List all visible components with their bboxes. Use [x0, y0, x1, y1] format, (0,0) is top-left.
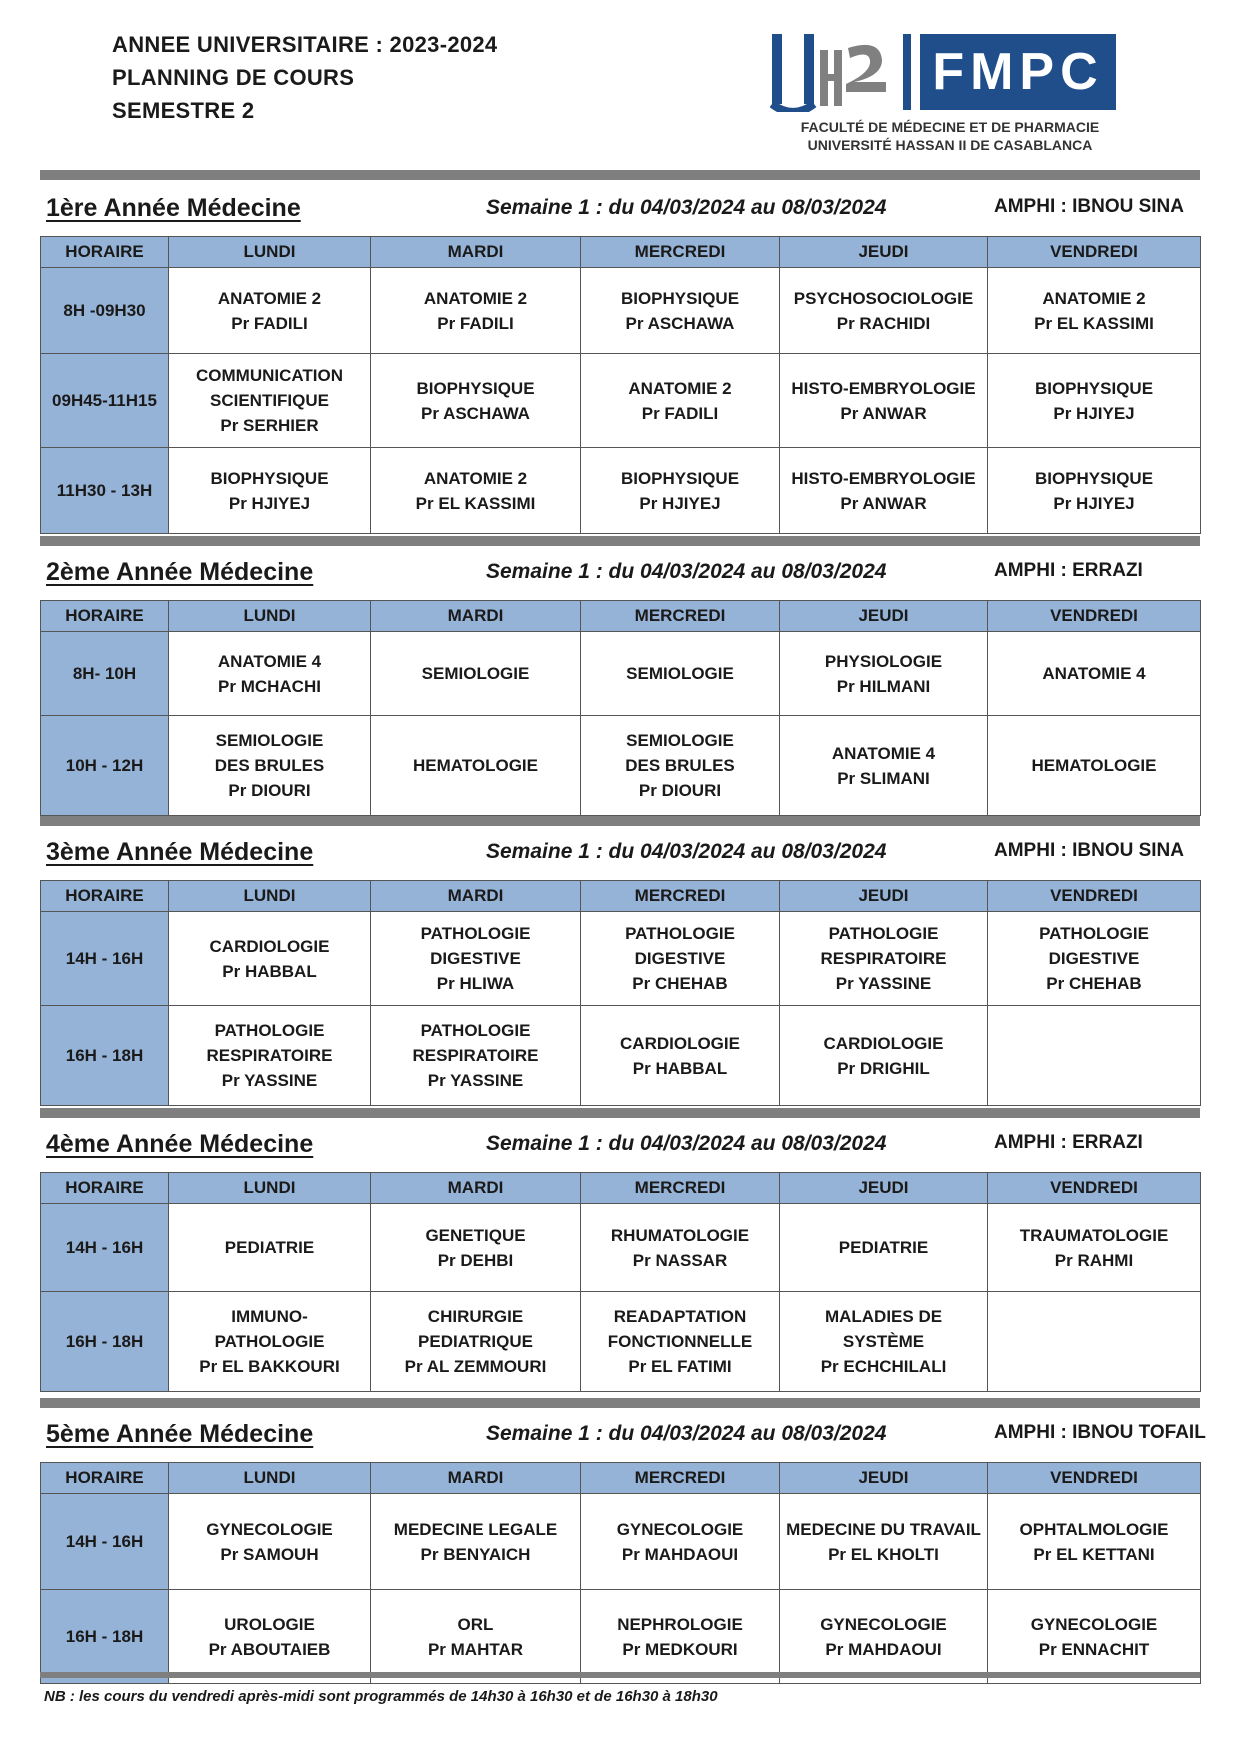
section-header: [44, 838, 1194, 872]
course-cell: HEMATOLOGIE: [371, 716, 581, 816]
course-cell: SEMIOLOGIE DES BRULES Pr DIOURI: [169, 716, 371, 816]
column-header: MERCREDI: [581, 1173, 780, 1204]
course-cell: [988, 1006, 1201, 1106]
time-slot: 8H -09H30: [41, 268, 169, 354]
section-header: [44, 194, 1194, 228]
schedule-table: [40, 1172, 1201, 1392]
course-cell: TRAUMATOLOGIE Pr RAHMI: [988, 1204, 1201, 1292]
course-cell: HISTO-EMBRYOLOGIE Pr ANWAR: [780, 448, 988, 534]
column-header: LUNDI: [169, 1463, 371, 1494]
section-title: 4ème Année Médecine: [46, 1130, 314, 1158]
time-slot: 14H - 16H: [41, 912, 169, 1006]
course-cell: SEMIOLOGIE: [581, 632, 780, 716]
column-header: MARDI: [371, 1463, 581, 1494]
amphitheater: AMPHI : ERRAZI: [994, 1132, 1143, 1153]
week-range: Semaine 1 : du 04/03/2024 au 08/03/2024: [486, 840, 887, 863]
logo-brand: FMPC: [920, 34, 1116, 110]
university-name: UNIVERSITÉ HASSAN II DE CASABLANCA: [807, 137, 1093, 153]
course-cell: READAPTATION FONCTIONNELLE Pr EL FATIMI: [581, 1292, 780, 1392]
course-cell: ANATOMIE 2 Pr FADILI: [581, 354, 780, 448]
column-header: MARDI: [371, 881, 581, 912]
semester-label: SEMESTRE 2: [112, 98, 255, 123]
column-header: VENDREDI: [988, 1173, 1201, 1204]
course-cell: CARDIOLOGIE Pr HABBAL: [169, 912, 371, 1006]
footnote: NB : les cours du vendredi après-midi sont programmés de 14h30 à 16h30 et de 16h30 à 18h30: [44, 1688, 718, 1705]
table-row: [41, 448, 1201, 534]
logo-caption: [770, 118, 1130, 154]
column-header: VENDREDI: [988, 601, 1201, 632]
column-header: MERCREDI: [581, 1463, 780, 1494]
course-cell: GENETIQUE Pr DEHBI: [371, 1204, 581, 1292]
column-header: LUNDI: [169, 881, 371, 912]
section-title: 2ème Année Médecine: [46, 558, 314, 586]
column-header: LUNDI: [169, 601, 371, 632]
course-cell: PEDIATRIE: [780, 1204, 988, 1292]
course-cell: BIOPHYSIQUE Pr HJIYEJ: [988, 354, 1201, 448]
column-header: VENDREDI: [988, 237, 1201, 268]
course-cell: ANATOMIE 2 Pr EL KASSIMI: [988, 268, 1201, 354]
course-cell: ANATOMIE 4 Pr SLIMANI: [780, 716, 988, 816]
course-cell: UROLOGIE Pr ABOUTAIEB: [169, 1590, 371, 1684]
header-row: [41, 1173, 1201, 1204]
column-header: HORAIRE: [41, 601, 169, 632]
header-row: [41, 237, 1201, 268]
table-row: [41, 1006, 1201, 1106]
column-header: HORAIRE: [41, 881, 169, 912]
schedule-table: [40, 600, 1201, 816]
column-header: JEUDI: [780, 601, 988, 632]
course-cell: RHUMATOLOGIE Pr NASSAR: [581, 1204, 780, 1292]
amphitheater: AMPHI : ERRAZI: [994, 560, 1143, 581]
time-slot: 16H - 18H: [41, 1292, 169, 1392]
course-cell: PSYCHOSOCIOLOGIE Pr RACHIDI: [780, 268, 988, 354]
course-cell: CARDIOLOGIE Pr DRIGHIL: [780, 1006, 988, 1106]
course-cell: BIOPHYSIQUE Pr HJIYEJ: [581, 448, 780, 534]
week-range: Semaine 1 : du 04/03/2024 au 08/03/2024: [486, 196, 887, 219]
course-cell: MEDECINE DU TRAVAIL Pr EL KHOLTI: [780, 1494, 988, 1590]
section-separator: [40, 1672, 1200, 1678]
course-cell: GYNECOLOGIE Pr ENNACHIT: [988, 1590, 1201, 1684]
column-header: MARDI: [371, 1173, 581, 1204]
course-cell: CARDIOLOGIE Pr HABBAL: [581, 1006, 780, 1106]
table-row: [41, 912, 1201, 1006]
time-slot: 16H - 18H: [41, 1590, 169, 1684]
course-cell: NEPHROLOGIE Pr MEDKOURI: [581, 1590, 780, 1684]
course-cell: IMMUNO- PATHOLOGIE Pr EL BAKKOURI: [169, 1292, 371, 1392]
schedule-table: [40, 880, 1201, 1106]
planning-title: PLANNING DE COURS: [112, 65, 355, 90]
amphitheater: AMPHI : IBNOU SINA: [994, 840, 1184, 861]
schedule-table: [40, 1462, 1201, 1684]
course-cell: CHIRURGIE PEDIATRIQUE Pr AL ZEMMOURI: [371, 1292, 581, 1392]
course-cell: GYNECOLOGIE Pr MAHDAOUI: [780, 1590, 988, 1684]
column-header: JEUDI: [780, 881, 988, 912]
section-title: 5ème Année Médecine: [46, 1420, 314, 1448]
course-cell: MALADIES DE SYSTÈME Pr ECHCHILALI: [780, 1292, 988, 1392]
section-title: 1ère Année Médecine: [46, 194, 301, 222]
section-separator: [40, 816, 1200, 826]
table-row: [41, 1590, 1201, 1684]
course-cell: BIOPHYSIQUE Pr ASCHAWA: [581, 268, 780, 354]
time-slot: 09H45-11H15: [41, 354, 169, 448]
course-cell: SEMIOLOGIE: [371, 632, 581, 716]
column-header: JEUDI: [780, 1173, 988, 1204]
course-cell: COMMUNICATION SCIENTIFIQUE Pr SERHIER: [169, 354, 371, 448]
course-cell: PHYSIOLOGIE Pr HILMANI: [780, 632, 988, 716]
column-header: HORAIRE: [41, 1173, 169, 1204]
column-header: JEUDI: [780, 1463, 988, 1494]
column-header: MARDI: [371, 601, 581, 632]
logo-divider: [903, 34, 911, 110]
header-row: [41, 601, 1201, 632]
week-range: Semaine 1 : du 04/03/2024 au 08/03/2024: [486, 1132, 887, 1155]
document-header: [112, 28, 497, 127]
uh2c-emblem-icon: [770, 30, 890, 112]
table-row: [41, 716, 1201, 816]
course-cell: ANATOMIE 2 Pr FADILI: [169, 268, 371, 354]
course-cell: PATHOLOGIE DIGESTIVE Pr HLIWA: [371, 912, 581, 1006]
course-cell: PATHOLOGIE DIGESTIVE Pr CHEHAB: [581, 912, 780, 1006]
amphitheater: AMPHI : IBNOU SINA: [994, 196, 1184, 217]
course-cell: SEMIOLOGIE DES BRULES Pr DIOURI: [581, 716, 780, 816]
course-cell: HEMATOLOGIE: [988, 716, 1201, 816]
section-separator: [40, 1108, 1200, 1118]
column-header: VENDREDI: [988, 881, 1201, 912]
course-cell: BIOPHYSIQUE Pr ASCHAWA: [371, 354, 581, 448]
schedule-table: [40, 236, 1201, 534]
week-range: Semaine 1 : du 04/03/2024 au 08/03/2024: [486, 1422, 887, 1445]
time-slot: 16H - 18H: [41, 1006, 169, 1106]
column-header: HORAIRE: [41, 237, 169, 268]
course-cell: ANATOMIE 4: [988, 632, 1201, 716]
course-cell: PATHOLOGIE DIGESTIVE Pr CHEHAB: [988, 912, 1201, 1006]
column-header: MARDI: [371, 237, 581, 268]
course-cell: GYNECOLOGIE Pr MAHDAOUI: [581, 1494, 780, 1590]
time-slot: 14H - 16H: [41, 1204, 169, 1292]
column-header: VENDREDI: [988, 1463, 1201, 1494]
course-cell: ANATOMIE 2 Pr EL KASSIMI: [371, 448, 581, 534]
column-header: MERCREDI: [581, 601, 780, 632]
column-header: MERCREDI: [581, 881, 780, 912]
section-title: 3ème Année Médecine: [46, 838, 314, 866]
section-separator: [40, 1398, 1200, 1408]
header-row: [41, 1463, 1201, 1494]
course-cell: PATHOLOGIE RESPIRATOIRE Pr YASSINE: [169, 1006, 371, 1106]
column-header: JEUDI: [780, 237, 988, 268]
course-cell: BIOPHYSIQUE Pr HJIYEJ: [169, 448, 371, 534]
column-header: MERCREDI: [581, 237, 780, 268]
section-header: [44, 1420, 1206, 1454]
table-row: [41, 268, 1201, 354]
time-slot: 14H - 16H: [41, 1494, 169, 1590]
course-cell: OPHTALMOLOGIE Pr EL KETTANI: [988, 1494, 1201, 1590]
course-cell: BIOPHYSIQUE Pr HJIYEJ: [988, 448, 1201, 534]
course-cell: ANATOMIE 4 Pr MCHACHI: [169, 632, 371, 716]
course-cell: MEDECINE LEGALE Pr BENYAICH: [371, 1494, 581, 1590]
column-header: HORAIRE: [41, 1463, 169, 1494]
column-header: LUNDI: [169, 237, 371, 268]
column-header: LUNDI: [169, 1173, 371, 1204]
faculty-name: FACULTÉ DE MÉDECINE ET DE PHARMACIE: [800, 119, 1100, 135]
course-cell: ORL Pr MAHTAR: [371, 1590, 581, 1684]
section-separator: [40, 536, 1200, 546]
section-separator: [40, 170, 1200, 180]
table-row: [41, 1292, 1201, 1392]
course-cell: ANATOMIE 2 Pr FADILI: [371, 268, 581, 354]
section-header: [44, 558, 1194, 592]
table-row: [41, 1494, 1201, 1590]
course-cell: HISTO-EMBRYOLOGIE Pr ANWAR: [780, 354, 988, 448]
section-header: [44, 1130, 1194, 1164]
course-cell: PEDIATRIE: [169, 1204, 371, 1292]
course-cell: GYNECOLOGIE Pr SAMOUH: [169, 1494, 371, 1590]
time-slot: 8H- 10H: [41, 632, 169, 716]
table-row: [41, 1204, 1201, 1292]
time-slot: 10H - 12H: [41, 716, 169, 816]
course-cell: [988, 1292, 1201, 1392]
course-cell: PATHOLOGIE RESPIRATOIRE Pr YASSINE: [780, 912, 988, 1006]
academic-year: ANNEE UNIVERSITAIRE : 2023-2024: [112, 32, 498, 57]
fmpc-logo: [770, 30, 1130, 160]
week-range: Semaine 1 : du 04/03/2024 au 08/03/2024: [486, 560, 887, 583]
table-row: [41, 354, 1201, 448]
time-slot: 11H30 - 13H: [41, 448, 169, 534]
course-cell: PATHOLOGIE RESPIRATOIRE Pr YASSINE: [371, 1006, 581, 1106]
header-row: [41, 881, 1201, 912]
table-row: [41, 632, 1201, 716]
amphitheater: AMPHI : IBNOU TOFAIL: [994, 1422, 1206, 1443]
